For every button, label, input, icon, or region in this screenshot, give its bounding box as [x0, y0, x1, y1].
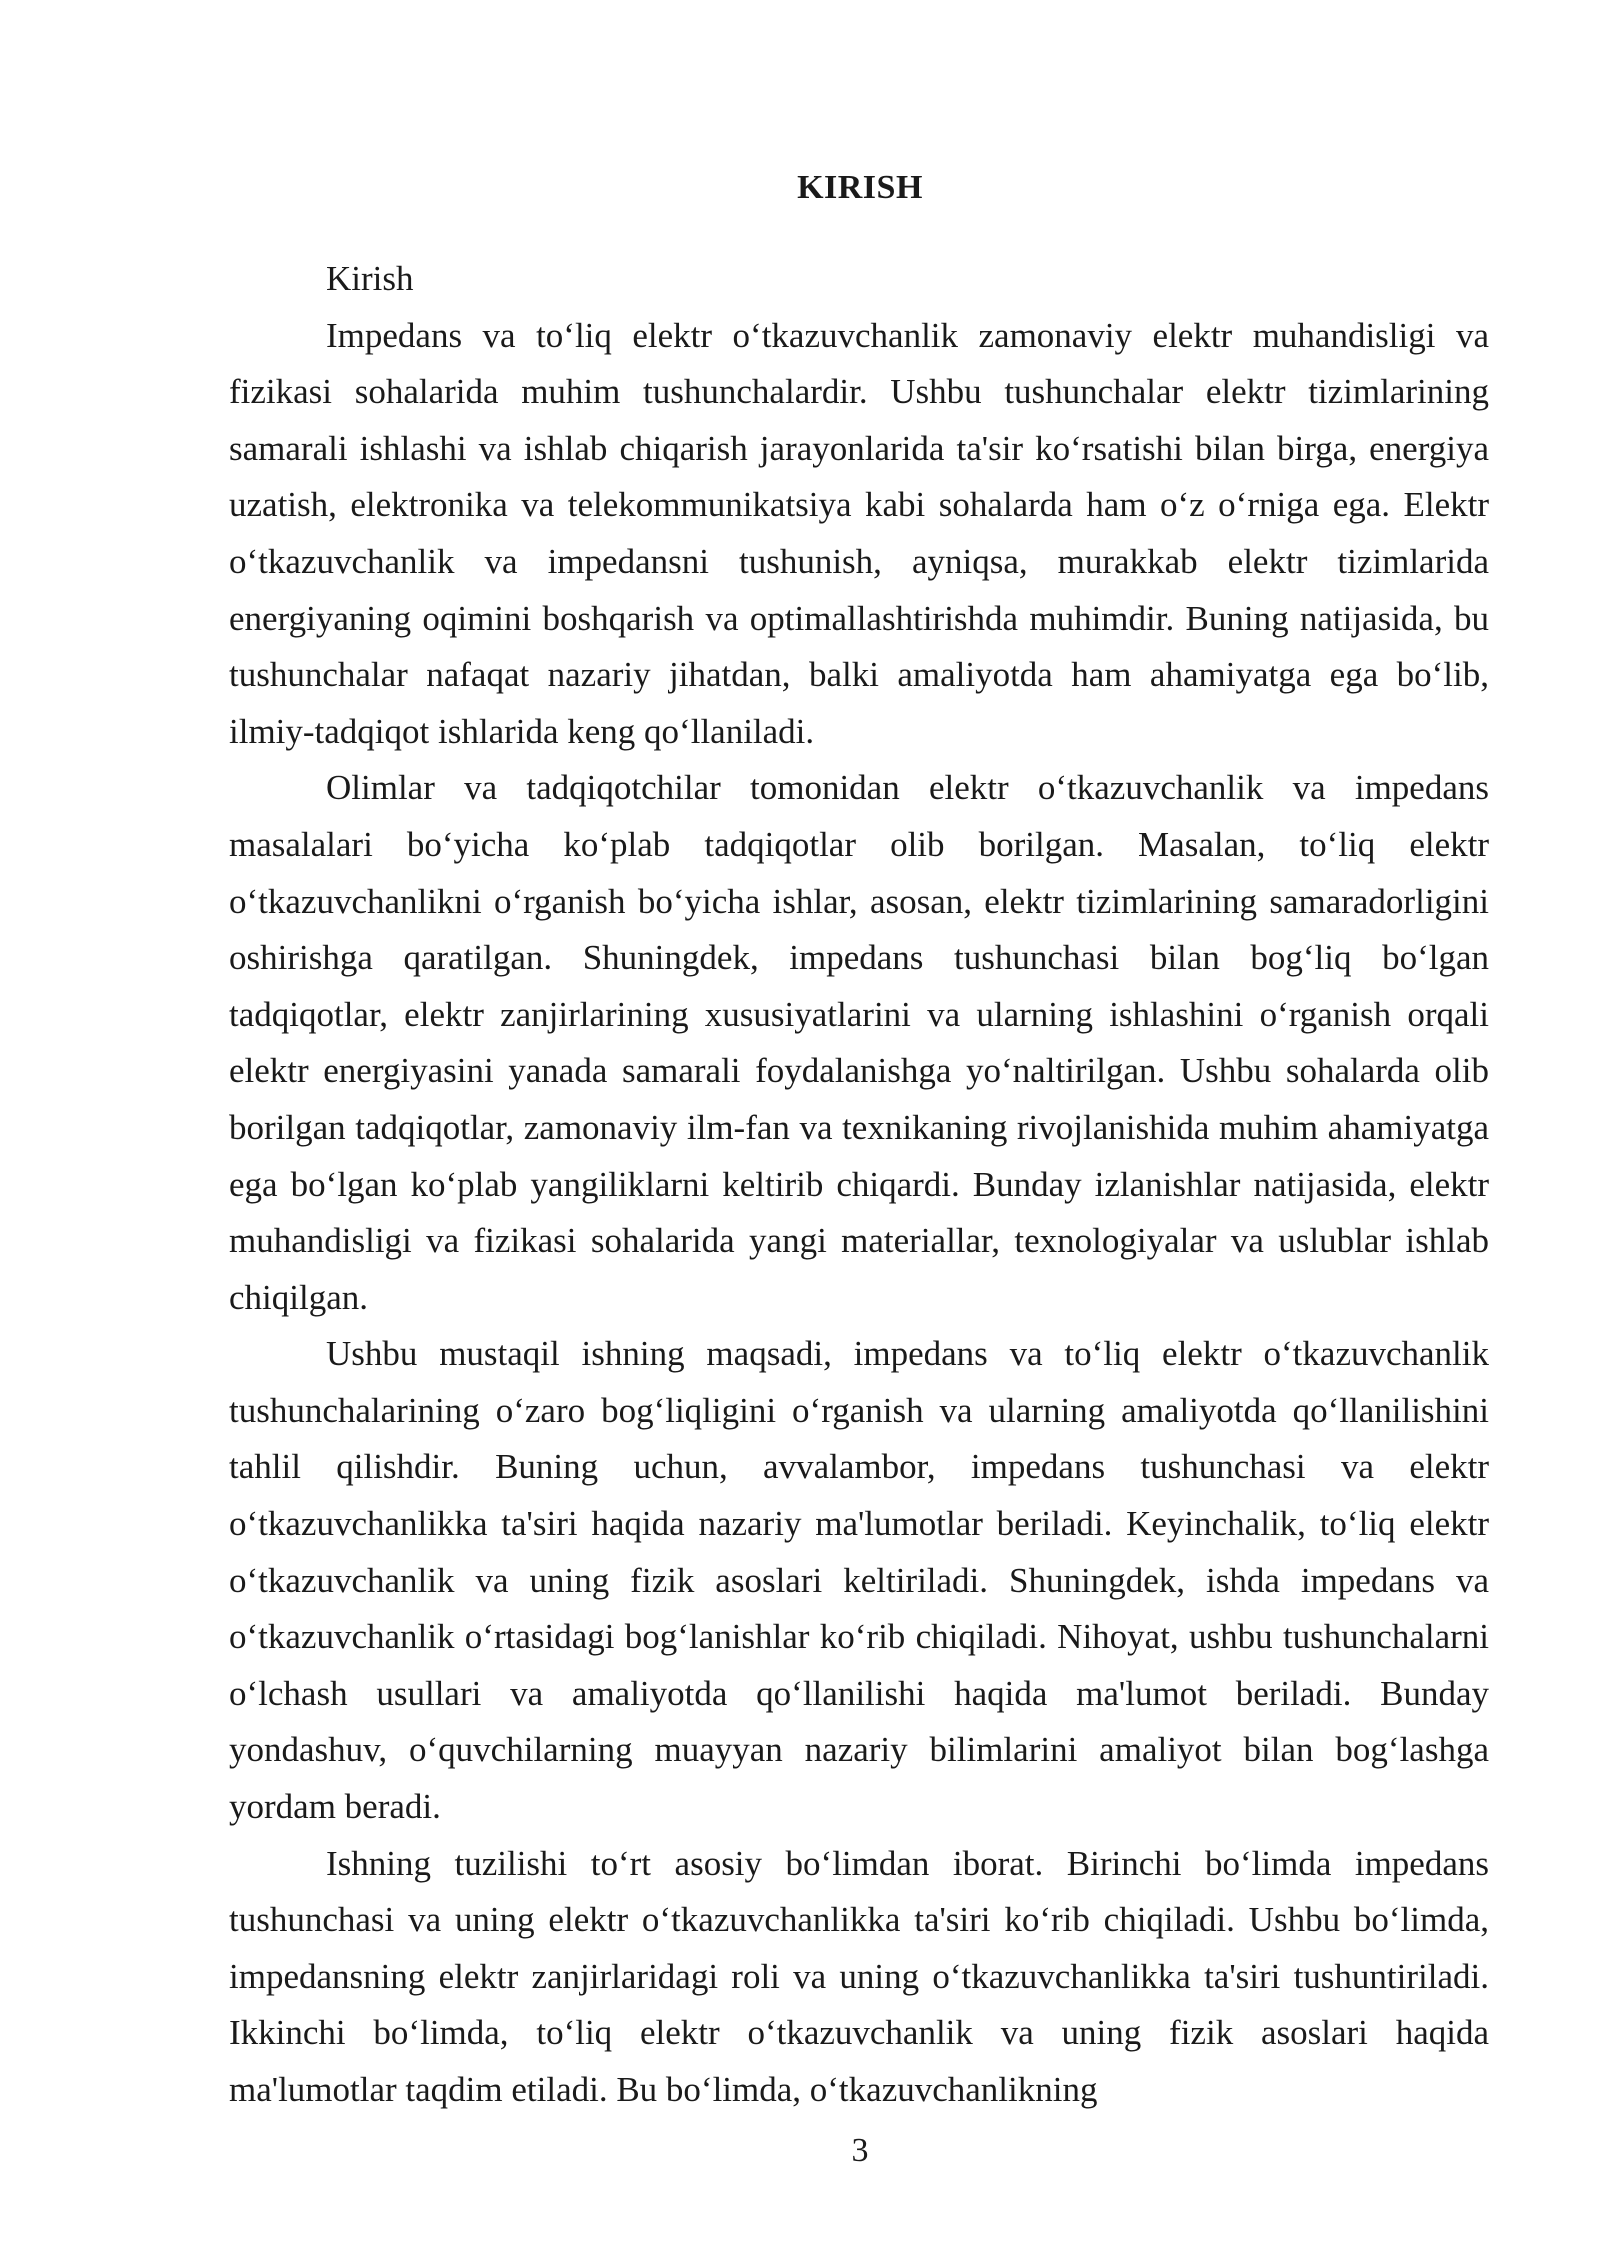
paragraph-4: Ishning tuzilishi to‘rt asosiy bo‘limdan iborat. Birinchi bo‘limda impedans tushunchasi va uning elektr o‘tkazuvchanlikka ta'siri ko‘rib chiqiladi. Ushbu bo‘limda, impedansning elektr zanjirlaridagi roli va uning o‘tkazuvchanlikka ta'siri tushuntiriladi. Ikkinchi bo‘limda, to‘liq elektr o‘tkazuvchanlik va uning fizik asoslari haqida ma'lumotlar taqdim etiladi. Bu bo‘limda, o‘tkazuvchanlikning [229, 1843, 1489, 2109]
section-subheading: Kirish [326, 259, 414, 298]
paragraph-2: Olimlar va tadqiqotchilar tomonidan elektr o‘tkazuvchanlik va impedans masalalari bo‘yicha ko‘plab tadqiqotlar olib borilgan. Masalan, to‘liq elektr o‘tkazuvchanlikni o‘rganish bo‘yicha ishlar, asosan, elektr tizimlarining samaradorligini oshirishga qaratilgan. Shuningdek, impedans tushunchasi bilan bog‘liq bo‘lgan tadqiqotlar, elektr zanjirlarining xususiyatlarini va ularning ishlashini o‘rganish orqali elektr energiyasini yanada samarali foydalanishga yo‘naltirilgan. Ushbu sohalarda olib borilgan tadqiqotlar, zamonaviy ilm-fan va texnikaning rivojlanishida muhim ahamiyatga ega bo‘lgan ko‘plab yangiliklarni keltirib chiqardi. Bunday izlanishlar natijasida, elektr muhandisligi va fizikasi sohalarida yangi materiallar, texnologiyalar va uslublar ishlab chiqilgan. [229, 768, 1489, 1317]
paragraph-3: Ushbu mustaqil ishning maqsadi, impedans va to‘liq elektr o‘tkazuvchanlik tushunchalarining o‘zaro bog‘liqligini o‘rganish va ularning amaliyotda qo‘llanilishini tahlil qilishdir. Buning uchun, avvalambor, impedans tushunchasi va elektr o‘tkazuvchanlikka ta'siri haqida nazariy ma'lumotlar beriladi. Keyinchalik, to‘liq elektr o‘tkazuvchanlik va uning fizik asoslari keltiriladi. Shuningdek, ishda impedans va o‘tkazuvchanlik o‘rtasidagi bog‘lanishlar ko‘rib chiqiladi. Nihoyat, ushbu tushunchalarni o‘lchash usullari va amaliyotda qo‘llanilishi haqida ma'lumot beriladi. Bunday yondashuv, o‘quvchilarning muayyan nazariy bilimlarini amaliyot bilan bog‘lashga yordam beradi. [229, 1334, 1489, 1827]
page-title: KIRISH [797, 169, 923, 206]
paragraph-1: Impedans va to‘liq elektr o‘tkazuvchanlik zamonaviy elektr muhandisligi va fizikasi sohalarida muhim tushunchalardir. Ushbu tushunchalar elektr tizimlarining samarali ishlashi va ishlab chiqarish jarayonlarida ta'sir ko‘rsatishi bilan birga, energiya uzatish, elektronika va telekommunikatsiya kabi sohalarda ham o‘z o‘rniga ega. Elektr o‘tkazuvchanlik va impedansni tushunish, ayniqsa, murakkab elektr tizimlarida energiyaning oqimini boshqarish va optimallashtirishda muhimdir. Buning natijasida, bu tushunchalar nafaqat nazariy jihatdan, balki amaliyotda ham ahamiyatga ega bo‘lib, ilmiy-tadqiqot ishlarida keng qo‘llaniladi. [229, 315, 1489, 751]
page-number: 3 [851, 2132, 869, 2169]
body-text [229, 251, 1489, 2119]
